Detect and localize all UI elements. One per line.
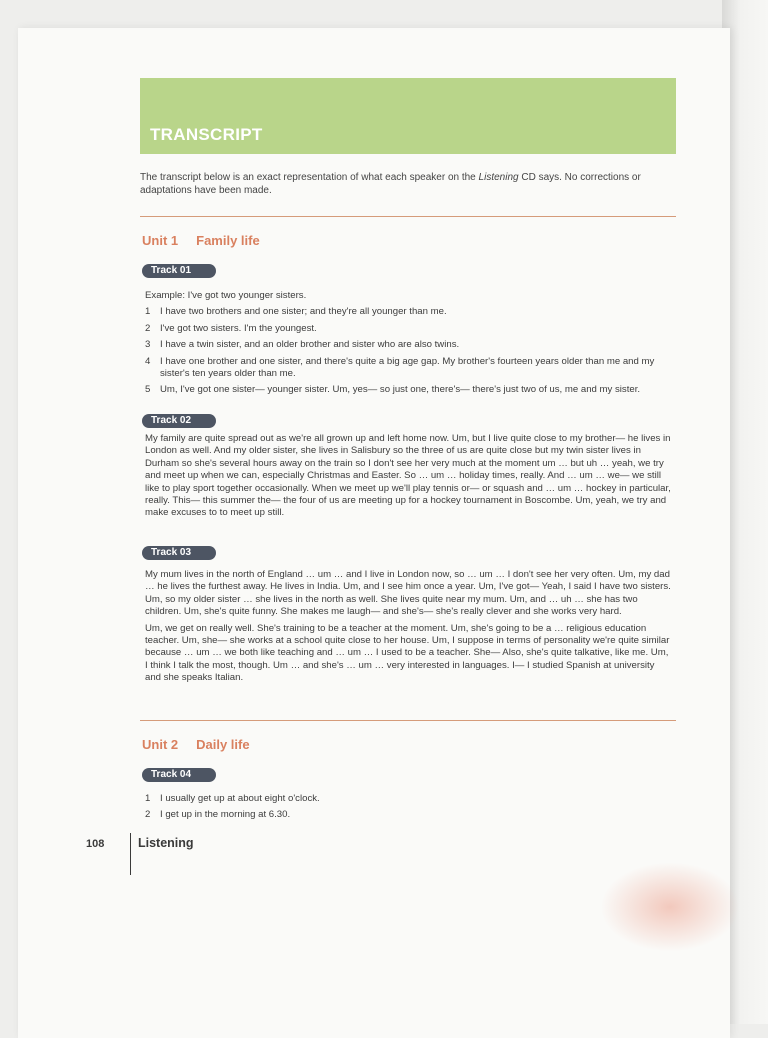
item-text: Um, I've got one sister— younger sister. Um, yes— so just one, there's— there's just two of us, me and my sister. (160, 384, 641, 396)
scan-smudge (600, 862, 740, 952)
section-divider (140, 720, 676, 721)
item-text: I usually get up at about eight o'clock. (160, 793, 320, 804)
list-item (145, 793, 671, 805)
item-text: I get up in the morning at 6.30. (160, 809, 291, 821)
unit-2-label: Unit 2 (142, 737, 179, 752)
item-text: I have one brother and one sister, and there's quite a big age gap. My brother's fourteen years older than me and my sister's ten years older than me. (160, 355, 655, 380)
track-01-badge: Track 01 (142, 264, 216, 278)
track-04-badge: Track 04 (142, 768, 216, 782)
item-number: 1 (145, 793, 151, 804)
transcript-banner (140, 78, 676, 154)
item-text: I have two brothers and one sister; and they're all younger than me. (160, 306, 447, 318)
intro-text-end: CD says. No corrections or adaptations have been made. (140, 172, 641, 196)
page-number: 108 (86, 838, 105, 850)
list-item (145, 356, 671, 381)
list-item (145, 384, 671, 396)
item-number: 4 (145, 355, 151, 367)
track-03-badge: Track 03 (142, 546, 216, 560)
track-04-content (145, 793, 671, 826)
track-03-content (145, 569, 671, 685)
list-item (145, 339, 671, 351)
unit-1-label: Unit 1 (142, 233, 179, 248)
item-text: I've got two sisters. I'm the youngest. (160, 322, 317, 334)
track-02-paragraph: My family are quite spread out as we're all grown up and left home now. Um, but I live quite close to my brother— he lives in London as well. And my older sister, she lives in Salisbury so the three of us are quite close but my twin sister lives in Durham so she's several hours away on the train so I don't see her very much at the moment um … but uh … yeah, we try and meet up when we can, especially Christmas and Easter. So … um … holiday times, really. And … um … we— we still like to play sport together occasionally. When we meet up we'll play tennis or— or squash and … um … hockey in particular, really. This— this summer the— the four of us are meeting up for a hockey tournament in Boscombe. Um, yeah, we try and make excuses to to meet up still. (145, 433, 671, 519)
track-03-paragraph-1: My mum lives in the north of England … um … and I live in London now, so … um … I don't see her very often. Um, my dad … he lives the furthest away. He lives in India. Um, and I see him once a year. Um, I've got— Yeah, I said I have two sisters. Um, so my older sister … she lives in the north as well. She lives quite near my mum. Um, and … uh … she has two children. Um, she's quite funny. She makes me laugh— and she's— she's really clever and she works very hard. (145, 569, 671, 618)
list-item (145, 809, 671, 821)
footer-divider (130, 833, 131, 875)
item-number: 2 (145, 322, 151, 334)
intro-text-start: The transcript below is an exact representation of what each speaker on the (140, 172, 479, 183)
item-number: 1 (145, 306, 151, 318)
page-title: TRANSCRIPT (150, 125, 263, 144)
unit-1-name: Family life (196, 233, 260, 248)
item-number: 3 (145, 339, 151, 351)
list-item (145, 323, 671, 335)
item-number: 2 (145, 809, 151, 821)
section-divider (140, 216, 676, 217)
intro-text (140, 171, 670, 197)
unit-2-name: Daily life (196, 737, 250, 752)
unit-1-heading (142, 233, 260, 248)
intro-italic: Listening (478, 172, 519, 183)
item-text: I have a twin sister, and an older brother and sister who are also twins. (160, 339, 460, 351)
unit-2-heading (142, 737, 250, 752)
track-03-paragraph-2: Um, we get on really well. She's training to be a teacher at the moment. Um, she's going to be a … religious education teacher. Um, she— she works at a school quite close to her house. Um, I suppose in terms of personality we're quite similar because … um … we both like teaching and … um … I used to be a teacher. She— Also, she's quite talkative, like me. Um, I think I talk the most, though. Um … and she's … um … very interested in languages. I— I studied Spanish at university and she speaks Italian. (145, 622, 670, 684)
track-02-badge: Track 02 (142, 414, 216, 428)
item-number: 5 (145, 384, 151, 396)
footer-section-label: Listening (138, 836, 194, 850)
track-01-example: Example: I've got two younger sisters. (145, 290, 307, 301)
track-01-content (145, 290, 671, 401)
list-item (145, 306, 671, 318)
